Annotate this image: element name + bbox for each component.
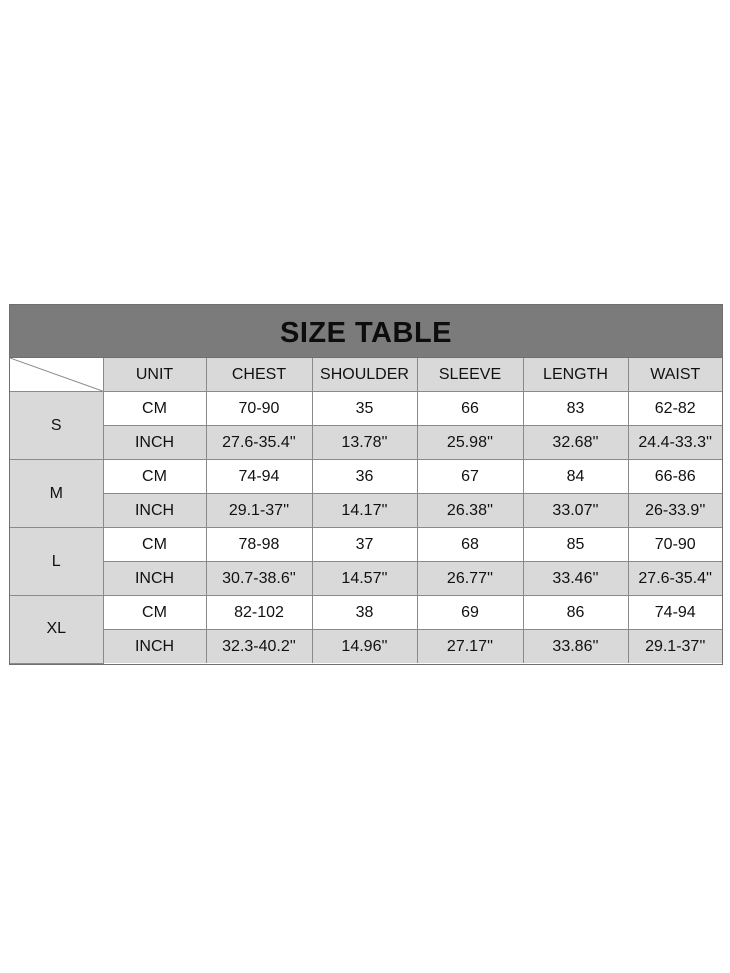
length-cell: 33.86'' — [523, 630, 628, 664]
sleeve-cell: 27.17'' — [417, 630, 523, 664]
waist-cell: 27.6-35.4'' — [628, 562, 722, 596]
length-cell: 33.07'' — [523, 494, 628, 528]
table-row — [10, 562, 722, 596]
sleeve-cell: 26.38'' — [417, 494, 523, 528]
length-cell: 83 — [523, 392, 628, 426]
chest-cell: 82-102 — [206, 596, 312, 630]
diagonal-divider-icon — [10, 358, 103, 391]
table-row — [10, 596, 722, 630]
sleeve-cell: 26.77'' — [417, 562, 523, 596]
shoulder-cell: 14.17'' — [312, 494, 417, 528]
size-chart-grid — [10, 358, 722, 664]
unit-cell: INCH — [103, 562, 206, 596]
table-row — [10, 426, 722, 460]
column-header-chest: CHEST — [206, 358, 312, 392]
waist-cell: 62-82 — [628, 392, 722, 426]
sleeve-cell: 66 — [417, 392, 523, 426]
length-cell: 84 — [523, 460, 628, 494]
sleeve-cell: 67 — [417, 460, 523, 494]
length-cell: 33.46'' — [523, 562, 628, 596]
table-row — [10, 392, 722, 426]
shoulder-cell: 37 — [312, 528, 417, 562]
waist-cell: 74-94 — [628, 596, 722, 630]
column-header-waist: WAIST — [628, 358, 722, 392]
shoulder-cell: 36 — [312, 460, 417, 494]
waist-cell: 24.4-33.3'' — [628, 426, 722, 460]
unit-cell: CM — [103, 392, 206, 426]
unit-cell: CM — [103, 596, 206, 630]
sleeve-cell: 69 — [417, 596, 523, 630]
column-header-length: LENGTH — [523, 358, 628, 392]
size-label: S — [10, 392, 103, 460]
column-header-unit: UNIT — [103, 358, 206, 392]
shoulder-cell: 14.57'' — [312, 562, 417, 596]
table-title: SIZE TABLE — [279, 316, 453, 349]
column-header-shoulder: SHOULDER — [312, 358, 417, 392]
unit-cell: INCH — [103, 630, 206, 664]
chest-cell: 30.7-38.6'' — [206, 562, 312, 596]
corner-cell — [10, 358, 103, 392]
length-cell: 32.68'' — [523, 426, 628, 460]
sleeve-cell: 68 — [417, 528, 523, 562]
column-header-sleeve: SLEEVE — [417, 358, 523, 392]
unit-cell: INCH — [103, 494, 206, 528]
unit-cell: CM — [103, 460, 206, 494]
size-table — [9, 304, 723, 665]
table-row — [10, 630, 722, 664]
size-label: XL — [10, 596, 103, 664]
length-cell: 86 — [523, 596, 628, 630]
shoulder-cell: 13.78'' — [312, 426, 417, 460]
table-row — [10, 494, 722, 528]
waist-cell: 26-33.9'' — [628, 494, 722, 528]
chest-cell: 27.6-35.4'' — [206, 426, 312, 460]
chest-cell: 70-90 — [206, 392, 312, 426]
size-label: M — [10, 460, 103, 528]
size-label: L — [10, 528, 103, 596]
chest-cell: 32.3-40.2'' — [206, 630, 312, 664]
waist-cell: 66-86 — [628, 460, 722, 494]
chest-cell: 78-98 — [206, 528, 312, 562]
sleeve-cell: 25.98'' — [417, 426, 523, 460]
shoulder-cell: 38 — [312, 596, 417, 630]
length-cell: 85 — [523, 528, 628, 562]
waist-cell: 70-90 — [628, 528, 722, 562]
unit-cell: INCH — [103, 426, 206, 460]
shoulder-cell: 35 — [312, 392, 417, 426]
chest-cell: 74-94 — [206, 460, 312, 494]
shoulder-cell: 14.96'' — [312, 630, 417, 664]
table-row — [10, 528, 722, 562]
header-row — [10, 358, 722, 392]
title-bar — [10, 305, 722, 358]
chest-cell: 29.1-37'' — [206, 494, 312, 528]
waist-cell: 29.1-37'' — [628, 630, 722, 664]
unit-cell: CM — [103, 528, 206, 562]
table-row — [10, 460, 722, 494]
